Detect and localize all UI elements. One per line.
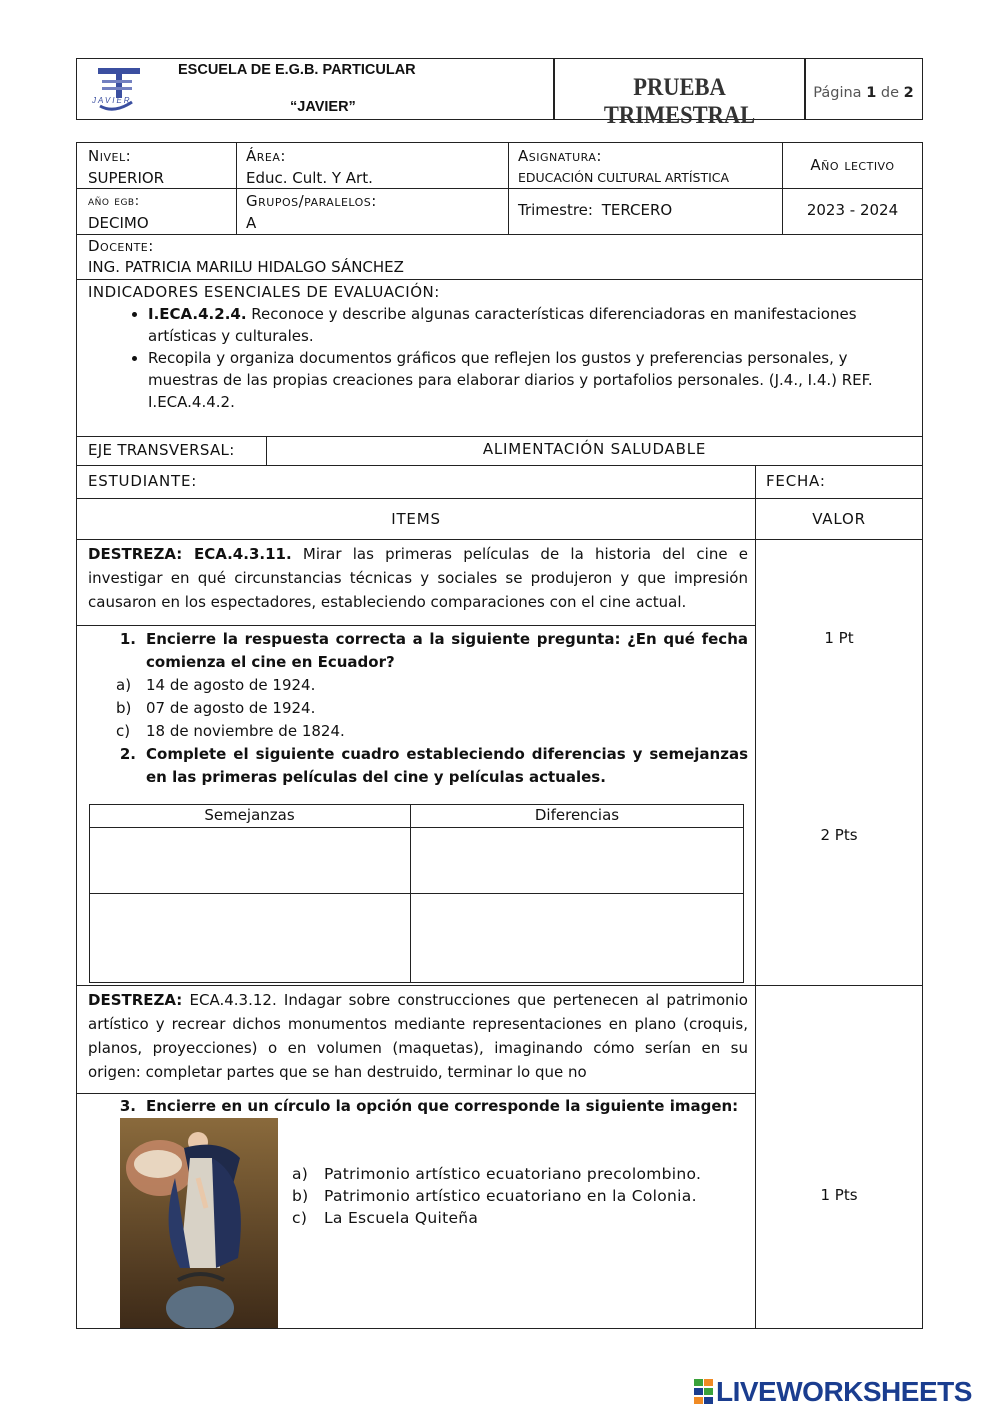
- question-3-value: 1 Pts: [820, 1186, 858, 1204]
- grupos-label: Grupos/paralelos:: [246, 192, 377, 210]
- nivel-value: SUPERIOR: [88, 169, 165, 187]
- school-logo-icon: [88, 62, 148, 116]
- diferencias-header: Diferencias: [534, 806, 620, 824]
- page-title: PRUEBA TRIMESTRAL: [603, 74, 756, 129]
- option[interactable]: [88, 720, 748, 743]
- grupos-value: A: [246, 214, 257, 232]
- question-1-stem: [88, 628, 748, 674]
- destreza-2-label: DESTREZA:: [88, 991, 183, 1009]
- row-line: [76, 279, 923, 280]
- logo-text: JAVIER: [92, 96, 132, 105]
- liveworksheets-brand: LIVEWORKSHEETS: [716, 1376, 972, 1407]
- items-header: ITEMS: [391, 510, 441, 528]
- row-line: [76, 498, 923, 499]
- option-text: 18 de noviembre de 1824.: [146, 722, 345, 740]
- anio-lectivo-label: Año lectivo: [810, 156, 895, 174]
- anio-lectivo-value: 2023 - 2024: [806, 201, 899, 219]
- semejanzas-header: Semejanzas: [204, 806, 295, 824]
- docente-label: Docente:: [88, 237, 154, 255]
- option[interactable]: [292, 1185, 701, 1207]
- question-1-text: Encierre la respuesta correcta a la siguiente pregunta: ¿En qué fecha comienza el cine en Ecuador?: [146, 630, 748, 671]
- col-line: [508, 142, 509, 234]
- row-line: [76, 436, 923, 437]
- option[interactable]: [88, 697, 748, 720]
- destreza-1-text: Mirar las primeras películas de la historia del cine e investigar en qué circunstancias técnicas y sociales se produjeron y que impresión causaron en los espectadores, estableciendo comparaciones con el cine actual.: [88, 545, 748, 611]
- virgin-painting-icon: [120, 1118, 278, 1328]
- row-line: [76, 985, 923, 986]
- nivel-label: Nivel:: [88, 147, 132, 165]
- semejanzas-input-1[interactable]: [91, 829, 409, 892]
- question-3-image: [120, 1118, 278, 1328]
- question-2-value: 2 Pts: [820, 826, 858, 844]
- question-1-value: 1 Pt: [824, 629, 854, 647]
- anio-egb-cell: [88, 190, 149, 234]
- liveworksheets-logo: [694, 1376, 972, 1408]
- page-total: 2: [903, 85, 914, 101]
- row-line: [76, 188, 923, 189]
- page-of: de: [880, 85, 900, 101]
- indicador-item: [148, 303, 910, 347]
- estudiante-label: ESTUDIANTE:: [88, 472, 198, 490]
- valor-header: VALOR: [812, 510, 866, 528]
- option-text: Patrimonio artístico ecuatoriano en la Colonia.: [324, 1187, 697, 1205]
- option[interactable]: [292, 1163, 701, 1185]
- indicadores-heading: INDICADORES ESENCIALES DE EVALUACIÓN:: [88, 283, 440, 301]
- question-3-text: Encierre en un círculo la opción que corresponde la siguiente imagen:: [146, 1097, 739, 1115]
- page-current: 1: [866, 85, 877, 101]
- grupos-cell: [246, 190, 377, 234]
- row-line: [76, 539, 923, 540]
- anio-egb-label: año egb:: [88, 193, 140, 209]
- school-name: ESCUELA DE E.G.B. PARTICULAR: [178, 62, 416, 78]
- fecha-label: FECHA:: [766, 472, 826, 490]
- indicador-code: I.ECA.4.2.4.: [148, 305, 247, 323]
- destreza-2-text: ECA.4.3.12. Indagar sobre construcciones que pertenecen al patrimonio artístico y recrear dichos monumentos mediante representaciones en plano (croquis, planos, proyecciones) o en volumen (maquetas), imaginando cómo serían en su origen: completar partes que se han destruido, terminar lo que no: [88, 991, 748, 1081]
- indicador-item: • Recopila y organiza documentos gráficos que reflejen los gustos y preferencias personales, y muestras de las propias creaciones para elaborar diarios y portafolios personales. (J.4., I.4.) REF. I.ECA.4.4.2.: [148, 347, 910, 413]
- option[interactable]: [292, 1207, 701, 1229]
- question-2-text: Complete el siguiente cuadro estableciendo diferencias y semejanzas en las primeras películas del cine y películas actuales.: [146, 745, 748, 786]
- eje-value: ALIMENTACIÓN SALUDABLE: [482, 440, 707, 458]
- question-1: [88, 628, 748, 789]
- col-line: [236, 142, 237, 234]
- option[interactable]: [88, 674, 748, 697]
- indicadores-list: [88, 303, 910, 413]
- comparison-col-line: [410, 804, 411, 983]
- option-letter: c): [292, 1209, 308, 1227]
- option-letter: b): [292, 1187, 309, 1205]
- trimestre-value: TERCERO: [601, 201, 673, 219]
- eje-label: EJE TRANSVERSAL:: [88, 441, 235, 459]
- row-line: [76, 625, 756, 626]
- question-3-number: 3.: [119, 1097, 136, 1115]
- option-text: Patrimonio artístico ecuatoriano precolombino.: [324, 1165, 702, 1183]
- comparison-line: [89, 893, 744, 894]
- option-letter: a): [292, 1165, 309, 1183]
- area-cell: [246, 145, 373, 189]
- option-letter: b): [116, 699, 132, 717]
- anio-egb-value: DECIMO: [88, 214, 149, 232]
- asignatura-cell: [518, 145, 729, 189]
- comparison-line: [89, 827, 744, 828]
- area-label: Área:: [246, 147, 286, 165]
- indicadores-section: [88, 281, 910, 413]
- nivel-cell: [88, 145, 164, 189]
- page-number: [804, 85, 923, 101]
- asignatura-label: Asignatura:: [518, 147, 602, 165]
- liveworksheets-icon: [694, 1379, 714, 1405]
- option-letter: c): [116, 722, 131, 740]
- question-3-stem: [88, 1097, 748, 1115]
- school-logo: [88, 62, 148, 116]
- trimestre-label: Trimestre:: [518, 201, 593, 219]
- area-value: Educ. Cult. Y Art.: [246, 169, 373, 187]
- school-subname: “JAVIER”: [290, 99, 356, 115]
- page-prefix: Página: [813, 85, 862, 101]
- docente-value: ING. PATRICIA MARILU HIDALGO SÁNCHEZ: [88, 258, 404, 276]
- question-1-number: 1.: [119, 630, 136, 648]
- option-letter: a): [116, 676, 132, 694]
- question-2-stem: [88, 743, 748, 789]
- destreza-1: [88, 542, 748, 614]
- option-text: 07 de agosto de 1924.: [146, 699, 316, 717]
- destreza-1-label: DESTREZA: ECA.4.3.11.: [88, 545, 292, 563]
- destreza-2: [88, 988, 748, 1084]
- diferencias-input-2[interactable]: [412, 895, 742, 981]
- question-2-number: 2.: [119, 745, 136, 763]
- docente-cell: [88, 236, 404, 278]
- diferencias-input-1[interactable]: [412, 829, 742, 892]
- indicador-text: Reconoce y describe algunas características diferenciadoras en manifestaciones artísticas y culturales.: [148, 305, 857, 345]
- question-3-options: [292, 1163, 701, 1229]
- row-line: [76, 234, 923, 235]
- semejanzas-input-2[interactable]: [91, 895, 409, 981]
- asignatura-value: EDUCACIÓN CULTURAL ARTÍSTICA: [518, 170, 730, 185]
- row-line: [76, 465, 923, 466]
- option-text: 14 de agosto de 1924.: [146, 676, 316, 694]
- trimestre-cell: [518, 201, 672, 219]
- row-line: [76, 1093, 756, 1094]
- option-text: La Escuela Quiteña: [324, 1209, 479, 1227]
